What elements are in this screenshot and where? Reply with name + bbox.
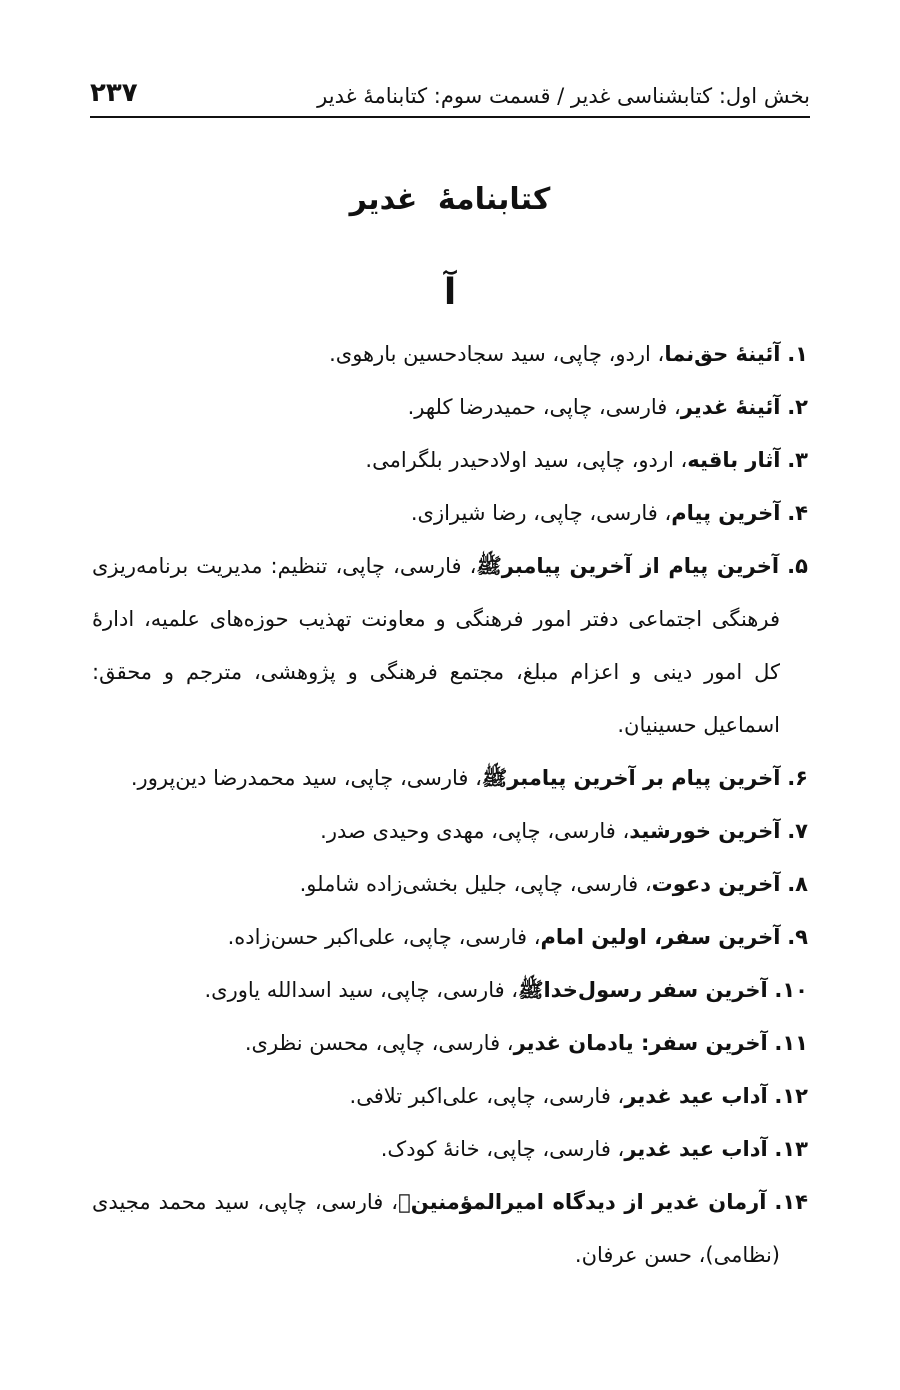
entry-title: آخرین دعوت — [651, 872, 781, 896]
entry-title: آخرین پیام از آخرین پیامبرﷺ — [476, 554, 780, 578]
entry-number: ۴. — [787, 501, 808, 525]
running-header — [90, 70, 810, 118]
bibliography-entry — [92, 487, 808, 540]
entry-number: ۷. — [787, 819, 808, 843]
entry-details: ، فارسی، چاپی، حمیدرضا کلهر. — [407, 395, 681, 419]
entry-details: ، فارسی، چاپی، جلیل بخشی‌زاده شاملو. — [299, 872, 652, 896]
entry-number: ۱۲. — [774, 1084, 808, 1108]
entry-details: ، فارسی، چاپی، علی‌اکبر حسن‌زاده. — [227, 925, 541, 949]
entry-number: ۸. — [787, 872, 808, 896]
entry-title: آخرین پیام بر آخرین پیامبرﷺ — [481, 766, 781, 790]
entry-title: آئینۀ غدیر — [680, 395, 781, 419]
entry-title: آخرین پیام — [671, 501, 781, 525]
entry-details: ، فارسی، چاپی، سید محمدرضا دین‌پرور. — [130, 766, 482, 790]
entry-details: ، فارسی، چاپی، رضا شیرازی. — [410, 501, 672, 525]
section-heading: کتابنامۀ غدیر — [349, 182, 551, 217]
bibliography-entry — [92, 1017, 808, 1070]
bibliography-entry — [92, 1123, 808, 1176]
entry-number: ۱. — [787, 342, 808, 366]
bibliography-entry — [92, 805, 808, 858]
entry-title: آئینۀ حق‌نما — [664, 342, 781, 366]
bibliography-entry — [92, 911, 808, 964]
entry-title: آخرین خورشید — [629, 819, 781, 843]
bibliography-entry — [92, 964, 808, 1017]
entry-title: آداب عید غدیر — [624, 1084, 768, 1108]
bibliography-entry — [92, 434, 808, 487]
entry-details: ، فارسی، چاپی، سید محمد مجیدی (نظامی)، حسن عرفان. — [92, 1190, 780, 1267]
bibliography-entry — [92, 540, 808, 752]
entry-number: ۵. — [787, 554, 808, 578]
bibliography-entry — [92, 858, 808, 911]
page-number: ۲۳۷ — [90, 78, 138, 108]
entry-title: آخرین سفر رسول‌خداﷺ — [518, 978, 768, 1002]
entry-number: ۱۱. — [774, 1031, 808, 1055]
entry-number: ۹. — [787, 925, 808, 949]
entry-number: ۱۳. — [774, 1137, 808, 1161]
entry-details: ، فارسی، چاپی، خانۀ کودک. — [380, 1137, 625, 1161]
entry-details: ، فارسی، چاپی، علی‌اکبر تلافی. — [349, 1084, 625, 1108]
entry-number: ۳. — [787, 448, 808, 472]
entry-details: ، فارسی، چاپی، تنظیم: مدیریت برنامه‌ریزی فرهنگی اجتماعی دفتر امور فرهنگی و معاونت تهذیب حوزه‌های علمیه، ادارۀ کل امور دینی و اعزام مبلغ، مجتمع فرهنگی و پژوهشی، مترجم و محقق: اسماعیل حسینیان. — [92, 554, 780, 737]
entry-details: ، اردو، چاپی، سید سجادحسین بارهوی. — [329, 342, 665, 366]
entry-details: ، فارسی، چاپی، مهدی وحیدی صدر. — [320, 819, 630, 843]
entry-number: ۱۴. — [774, 1190, 808, 1214]
bibliography-entry — [92, 328, 808, 381]
bibliography-list — [92, 328, 808, 1282]
entry-title: آخرین سفر: یادمان غدیر — [513, 1031, 768, 1055]
bibliography-entry — [92, 1070, 808, 1123]
entry-details: ، فارسی، چاپی، محسن نظری. — [244, 1031, 514, 1055]
bibliography-entry — [92, 752, 808, 805]
entry-number: ۶. — [787, 766, 808, 790]
letter-heading: آ — [443, 272, 457, 313]
entry-number: ۱۰. — [774, 978, 808, 1002]
bibliography-entry — [92, 1176, 808, 1282]
entry-details: ، فارسی، چاپی، سید اسدالله یاوری. — [204, 978, 519, 1002]
entry-title: آداب عید غدیر — [624, 1137, 768, 1161]
bibliography-entry — [92, 381, 808, 434]
entry-details: ، اردو، چاپی، سید اولادحیدر بلگرامی. — [365, 448, 688, 472]
entry-title: آخرین سفر، اولین امام — [540, 925, 781, 949]
entry-title: آثار باقیه — [687, 448, 781, 472]
running-title: بخش اول: کتابشناسی غدیر / قسمت سوم: کتابنامۀ غدیر — [317, 84, 810, 108]
entry-title: آرمان غدیر از دیدگاه امیرالمؤمنینؑ — [398, 1190, 767, 1214]
entry-number: ۲. — [787, 395, 808, 419]
